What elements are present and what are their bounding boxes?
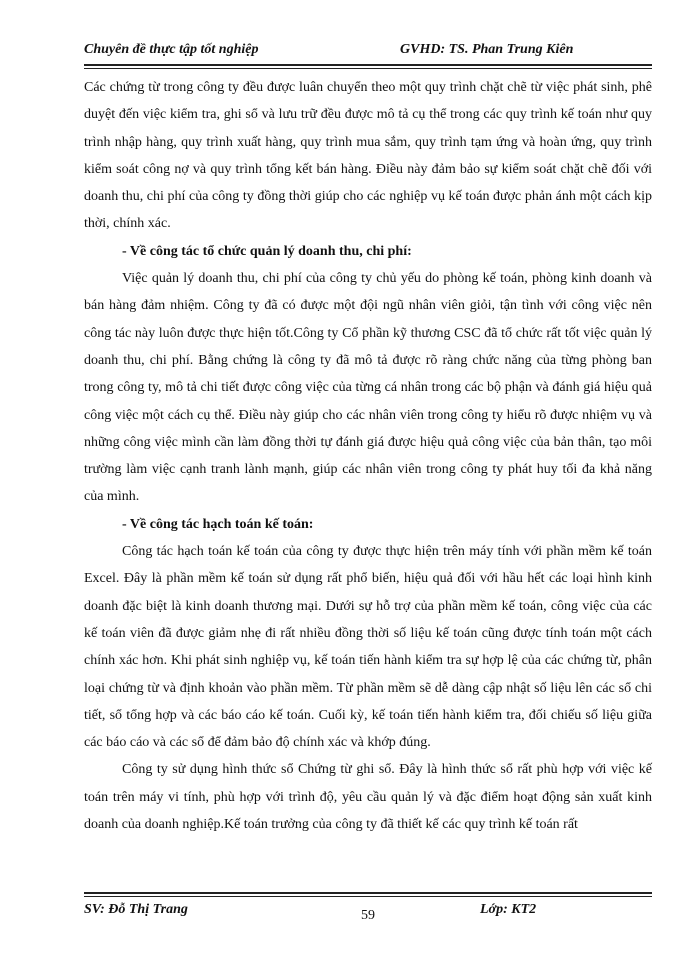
page-header xyxy=(84,36,652,66)
class-label: Lớp: KT2 xyxy=(480,902,537,917)
paragraph-voucher-flow: Các chứng từ trong công ty đều được luân chuyển theo một quy trình chặt chẽ từ việc phát sinh, phê duyệt đến việc kiểm tra, ghi sổ và lưu trữ đều được mô tả cụ thể trong các quy trình kế toán như quy trình nhập hàng, quy trình xuất hàng, quy trình mua sắm, quy trình tạm ứng và hoàn ứng, quy trình kiểm soát công nợ và quy trình tổng kết bán hàng. Điều này đảm bảo sự kiểm soát chặt chẽ đối với doanh thu, chi phí của công ty đồng thời giúp cho các nghiệp vụ kế toán được phản ánh một cách kịp thời, chính xác. xyxy=(84,80,652,232)
paragraph-accounting: Công tác hạch toán kế toán của công ty được thực hiện trên máy tính với phần mềm kế toán Excel. Đây là phần mềm kế toán sử dụng rất phổ biến, hiệu quả đối với hầu hết các loại hình kinh doanh đặc biệt là kinh doanh thương mại. Dưới sự hỗ trợ của phần mềm kế toán, công việc của các kế toán viên đã được giảm nhẹ đi rất nhiều đồng thời số liệu kế toán cũng được tính toán một cách chính xác hơn. Khi phát sinh nghiệp vụ, kế toán tiến hành kiểm tra sự hợp lệ của các chứng từ, phân loại chứng từ và định khoản vào phần mềm. Từ phần mềm sẽ dễ dàng cập nhật số liệu lên các sổ chi tiết, sổ tổng hợp và các báo cáo kế toán. Cuối kỳ, kế toán tiến hành kiểm tra, đối chiếu số liệu giữa các báo cáo và các sổ để đảm bảo độ chính xác và khớp đúng. xyxy=(84,544,652,751)
paragraph-revenue-cost: Việc quản lý doanh thu, chi phí của công ty chủ yếu do phòng kế toán, phòng kinh doanh và bán hàng đảm nhiệm. Công ty đã có được một đội ngũ nhân viên giỏi, tận tình với công việc nên công tác này luôn được thực hiện tốt.Công ty Cổ phần kỹ thương CSC đã tổ chức rất tốt việc quản lý doanh thu, chi phí. Bằng chứng là công ty đã mô tả được rõ ràng chức năng của từng phòng ban trong công ty, mô tả chi tiết được công việc của từng cá nhân trong các bộ phận và đánh giá hiệu quả công việc một cách cụ thể. Điều này giúp cho các nhân viên trong công ty hiểu rõ được nhiệm vụ và những công việc mình cần làm đồng thời tự đánh giá được hiệu quả công việc của bản thân, tạo môi trường làm việc cạnh tranh lành mạnh, giúp các nhân viên trong công ty phát huy tối đa khả năng của mình. xyxy=(84,271,652,505)
footer-divider xyxy=(84,892,652,897)
advisor-name: GVHD: TS. Phan Trung Kiên xyxy=(400,42,574,57)
page-number: 59 xyxy=(361,908,375,923)
header-divider xyxy=(84,64,652,69)
document-title: Chuyên đề thực tập tốt nghiệp xyxy=(84,42,259,57)
page-body xyxy=(84,74,652,838)
paragraph-bookkeeping-form: Công ty sử dụng hình thức sổ Chứng từ ghi sổ. Đây là hình thức sổ rất phù hợp với việc kế toán trên máy vi tính, phù hợp với trình độ, yêu cầu quản lý và đặc điểm hoạt động sản xuất kinh doanh của doanh nghiệp.Kế toán trưởng của công ty đã thiết kế các quy trình kế toán rất xyxy=(84,762,652,833)
section-heading-revenue-cost: - Về công tác tổ chức quản lý doanh thu, chi phí: xyxy=(122,243,412,259)
student-name: SV: Đỗ Thị Trang xyxy=(84,902,188,917)
page-footer xyxy=(84,898,652,928)
section-heading-accounting: - Về công tác hạch toán kế toán: xyxy=(122,516,314,532)
